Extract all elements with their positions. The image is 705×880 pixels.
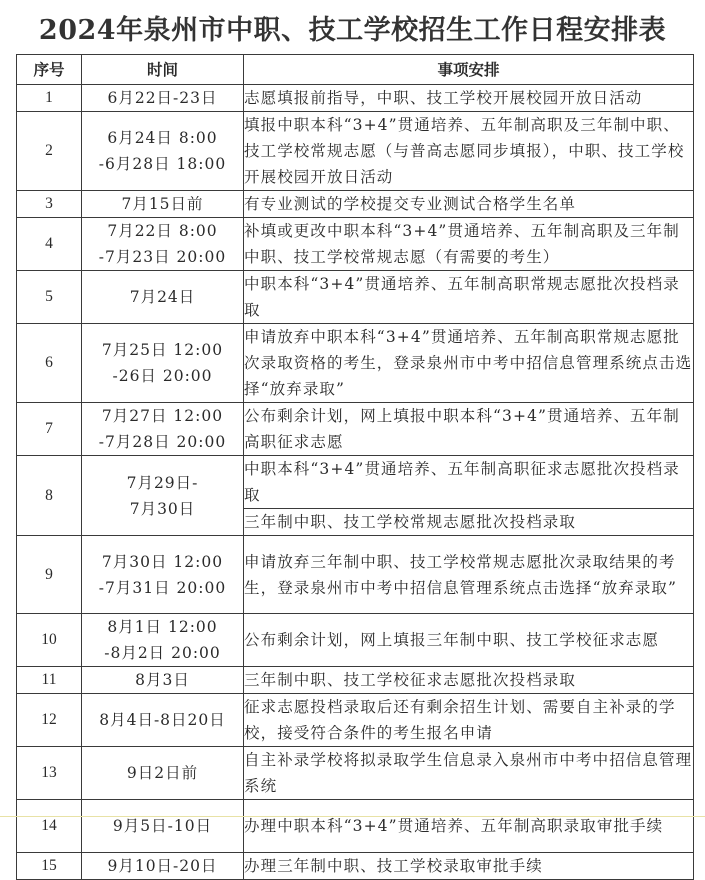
row-time: 9月10日-20日: [82, 853, 244, 880]
row-time: 9日2日前: [82, 747, 244, 800]
row-time: 7月27日 12:00 -7月28日 20:00: [82, 403, 244, 456]
row-time: 7月30日 12:00 -7月31日 20:00: [82, 536, 244, 614]
row-arrangement: 征求志愿投档录取后还有剩余招生计划、需要自主补录的学校，接受符合条件的考生报名申请: [244, 694, 694, 747]
row-arrangement: 办理三年制中职、技工学校录取审批手续: [244, 853, 694, 880]
table-row: [17, 747, 694, 800]
table-row: [17, 112, 694, 191]
row-time: 8月3日: [82, 667, 244, 694]
row-number: 1: [17, 85, 82, 112]
row-arrangement: 有专业测试的学校提交专业测试合格学生名单: [244, 191, 694, 218]
schedule-table: [16, 54, 694, 880]
row-arrangement: 中职本科“3+4”贯通培养、五年制高职征求志愿批次投档录取: [244, 456, 694, 509]
row-number: 11: [17, 667, 82, 694]
row-arrangement: 中职本科“3+4”贯通培养、五年制高职常规志愿批次投档录取: [244, 271, 694, 324]
row-time: 7月22日 8:00 -7月23日 20:00: [82, 218, 244, 271]
row-number: 6: [17, 324, 82, 403]
table-row: [17, 853, 694, 880]
row-number: 5: [17, 271, 82, 324]
scan-artifact-line: [0, 816, 705, 817]
row-number: 7: [17, 403, 82, 456]
table-row: [17, 403, 694, 456]
row-number: 9: [17, 536, 82, 614]
row-arrangement: 填报中职本科“3+4”贯通培养、五年制高职及三年制中职、技工学校常规志愿（与普高志愿同步填报），中职、技工学校开展校园开放日活动: [244, 112, 694, 191]
row-arrangement: 补填或更改中职本科“3+4”贯通培养、五年制高职及三年制中职、技工学校常规志愿（有需要的考生）: [244, 218, 694, 271]
row-arrangement: 申请放弃中职本科“3+4”贯通培养、五年制高职常规志愿批次录取资格的考生，登录泉州市中考中招信息管理系统点击选择“放弃录取”: [244, 324, 694, 403]
row-arrangement: 三年制中职、技工学校常规志愿批次投档录取: [244, 509, 694, 536]
table-row: [17, 694, 694, 747]
row-arrangement: 公布剩余计划，网上填报三年制中职、技工学校征求志愿: [244, 614, 694, 667]
row-arrangement: 办理中职本科“3+4”贯通培养、五年制高职录取审批手续: [244, 800, 694, 853]
row-number: 12: [17, 694, 82, 747]
row-number: 14: [17, 800, 82, 853]
row-time: 7月29日- 7月30日: [82, 456, 244, 536]
row-number: 15: [17, 853, 82, 880]
table-header-row: [17, 55, 694, 85]
table-row: [17, 218, 694, 271]
row-number: 3: [17, 191, 82, 218]
row-number: 4: [17, 218, 82, 271]
row-arrangement: 志愿填报前指导，中职、技工学校开展校园开放日活动: [244, 85, 694, 112]
row-number: 13: [17, 747, 82, 800]
table-row: [17, 85, 694, 112]
row-time: 8月1日 12:00 -8月2日 20:00: [82, 614, 244, 667]
row-arrangement: 三年制中职、技工学校征求志愿批次投档录取: [244, 667, 694, 694]
row-arrangement: 公布剩余计划，网上填报中职本科“3+4”贯通培养、五年制高职征求志愿: [244, 403, 694, 456]
row-time: 7月15日前: [82, 191, 244, 218]
table-row: [17, 536, 694, 614]
row-number: 8: [17, 456, 82, 536]
header-time: 时间: [82, 55, 244, 85]
table-row: [17, 271, 694, 324]
row-time: 8月4日-8日20日: [82, 694, 244, 747]
table-row: [17, 800, 694, 853]
table-row: [17, 614, 694, 667]
row-arrangement: 申请放弃三年制中职、技工学校常规志愿批次录取结果的考生，登录泉州市中考中招信息管理系统点击选择“放弃录取”: [244, 536, 694, 614]
row-time: 7月24日: [82, 271, 244, 324]
row-arrangement: 自主补录学校将拟录取学生信息录入泉州市中考中招信息管理系统: [244, 747, 694, 800]
row-number: 2: [17, 112, 82, 191]
table-row: [17, 191, 694, 218]
table-row: [17, 456, 694, 509]
table-row: [17, 667, 694, 694]
header-arrangement: 事项安排: [244, 55, 694, 85]
header-sequence-number: 序号: [17, 55, 82, 85]
row-time: 9月5日-10日: [82, 800, 244, 853]
row-time: 7月25日 12:00 -26日 20:00: [82, 324, 244, 403]
row-time: 6月24日 8:00 -6月28日 18:00: [82, 112, 244, 191]
page-title: 2024年泉州市中职、技工学校招生工作日程安排表: [38, 15, 667, 46]
row-number: 10: [17, 614, 82, 667]
row-time: 6月22日-23日: [82, 85, 244, 112]
table-row: [17, 324, 694, 403]
